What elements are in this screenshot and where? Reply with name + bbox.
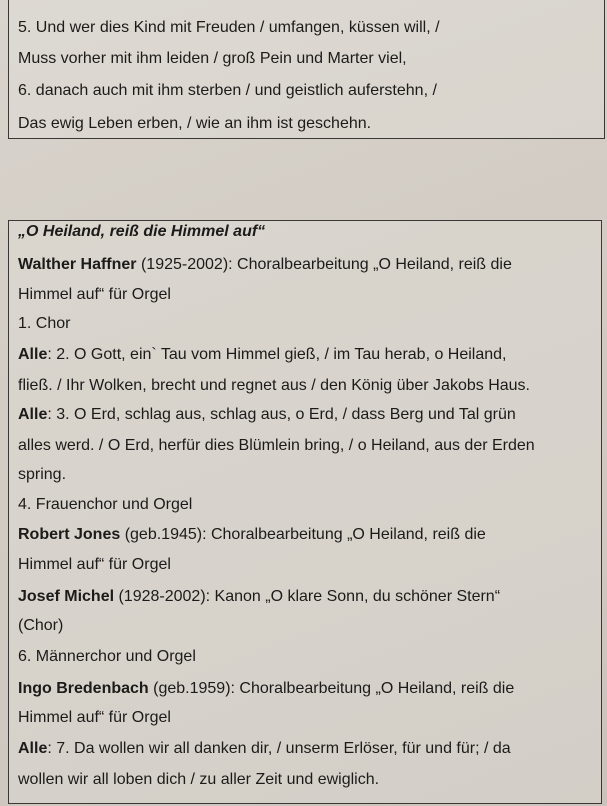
program-line bbox=[18, 770, 379, 790]
line-text: (1925-2002): Choralbearbeitung „O Heiland, reiß die bbox=[136, 256, 512, 273]
program-line bbox=[18, 555, 171, 575]
program-line bbox=[18, 255, 512, 275]
line-text: (Chor) bbox=[18, 617, 64, 634]
line-text: : 7. Da wollen wir all danken dir, / unserm Erlöser, für und für; / da bbox=[47, 740, 511, 757]
verse-line: Muss vorher mit ihm leiden / groß Pein und Marter viel, bbox=[18, 50, 407, 67]
program-line bbox=[18, 405, 516, 425]
line-text: alles werd. / O Erd, herfür dies Blümlein bring, / o Heiland, aus der Erden bbox=[18, 437, 535, 454]
composer-name: Robert Jones bbox=[18, 526, 121, 543]
line-text: Himmel auf“ für Orgel bbox=[18, 286, 171, 303]
program-line bbox=[18, 679, 514, 699]
line-text: spring. bbox=[18, 466, 67, 483]
program-line bbox=[18, 739, 511, 759]
verse-box bbox=[8, 0, 605, 139]
program-box bbox=[8, 220, 602, 804]
program-line bbox=[18, 587, 500, 607]
program-line bbox=[18, 616, 63, 636]
line-text: fließ. / Ihr Wolken, brecht und regnet aus / den König über Jakobs Haus. bbox=[18, 377, 530, 394]
program-line bbox=[18, 314, 70, 334]
program-title: „O Heiland, reiß die Himmel auf“ bbox=[18, 223, 266, 240]
verse-line: Das ewig Leben erben, / wie an ihm ist geschehn. bbox=[18, 115, 372, 132]
performer-label: Alle bbox=[18, 740, 48, 757]
line-text: 1. Chor bbox=[18, 315, 71, 332]
program-line bbox=[18, 376, 530, 396]
composer-name: Ingo Bredenbach bbox=[18, 680, 149, 697]
composer-name: Josef Michel bbox=[18, 588, 115, 605]
program-line bbox=[18, 495, 192, 515]
line-text: : 3. O Erd, schlag aus, schlag aus, o Erd, / dass Berg und Tal grün bbox=[47, 406, 516, 423]
program-line bbox=[18, 647, 196, 667]
verse-line: 5. Und wer dies Kind mit Freuden / umfangen, küssen will, / bbox=[18, 19, 440, 36]
composer-name: Walther Haffner bbox=[18, 256, 137, 273]
line-text: (1928-2002): Kanon „O klare Sonn, du schöner Stern“ bbox=[114, 588, 501, 605]
program-line bbox=[18, 525, 486, 545]
program-line bbox=[18, 345, 507, 365]
line-text: : 2. O Gott, ein` Tau vom Himmel gieß, / im Tau herab, o Heiland, bbox=[47, 346, 507, 363]
performer-label: Alle bbox=[18, 406, 48, 423]
line-text: 4. Frauenchor und Orgel bbox=[18, 496, 193, 513]
program-line bbox=[18, 708, 171, 728]
line-text: Himmel auf“ für Orgel bbox=[18, 709, 171, 726]
line-text: wollen wir all loben dich / zu aller Zeit und ewiglich. bbox=[18, 771, 380, 788]
verse-line: 6. danach auch mit ihm sterben / und geistlich auferstehn, / bbox=[18, 82, 437, 99]
program-line bbox=[18, 436, 535, 456]
program-line bbox=[18, 285, 171, 305]
program-line bbox=[18, 465, 66, 485]
line-text: Himmel auf“ für Orgel bbox=[18, 556, 171, 573]
line-text: (geb.1959): Choralbearbeitung „O Heiland, reiß die bbox=[148, 680, 515, 697]
line-text: 6. Männerchor und Orgel bbox=[18, 648, 196, 665]
performer-label: Alle bbox=[18, 346, 48, 363]
line-text: (geb.1945): Choralbearbeitung „O Heiland, reiß die bbox=[120, 526, 486, 543]
